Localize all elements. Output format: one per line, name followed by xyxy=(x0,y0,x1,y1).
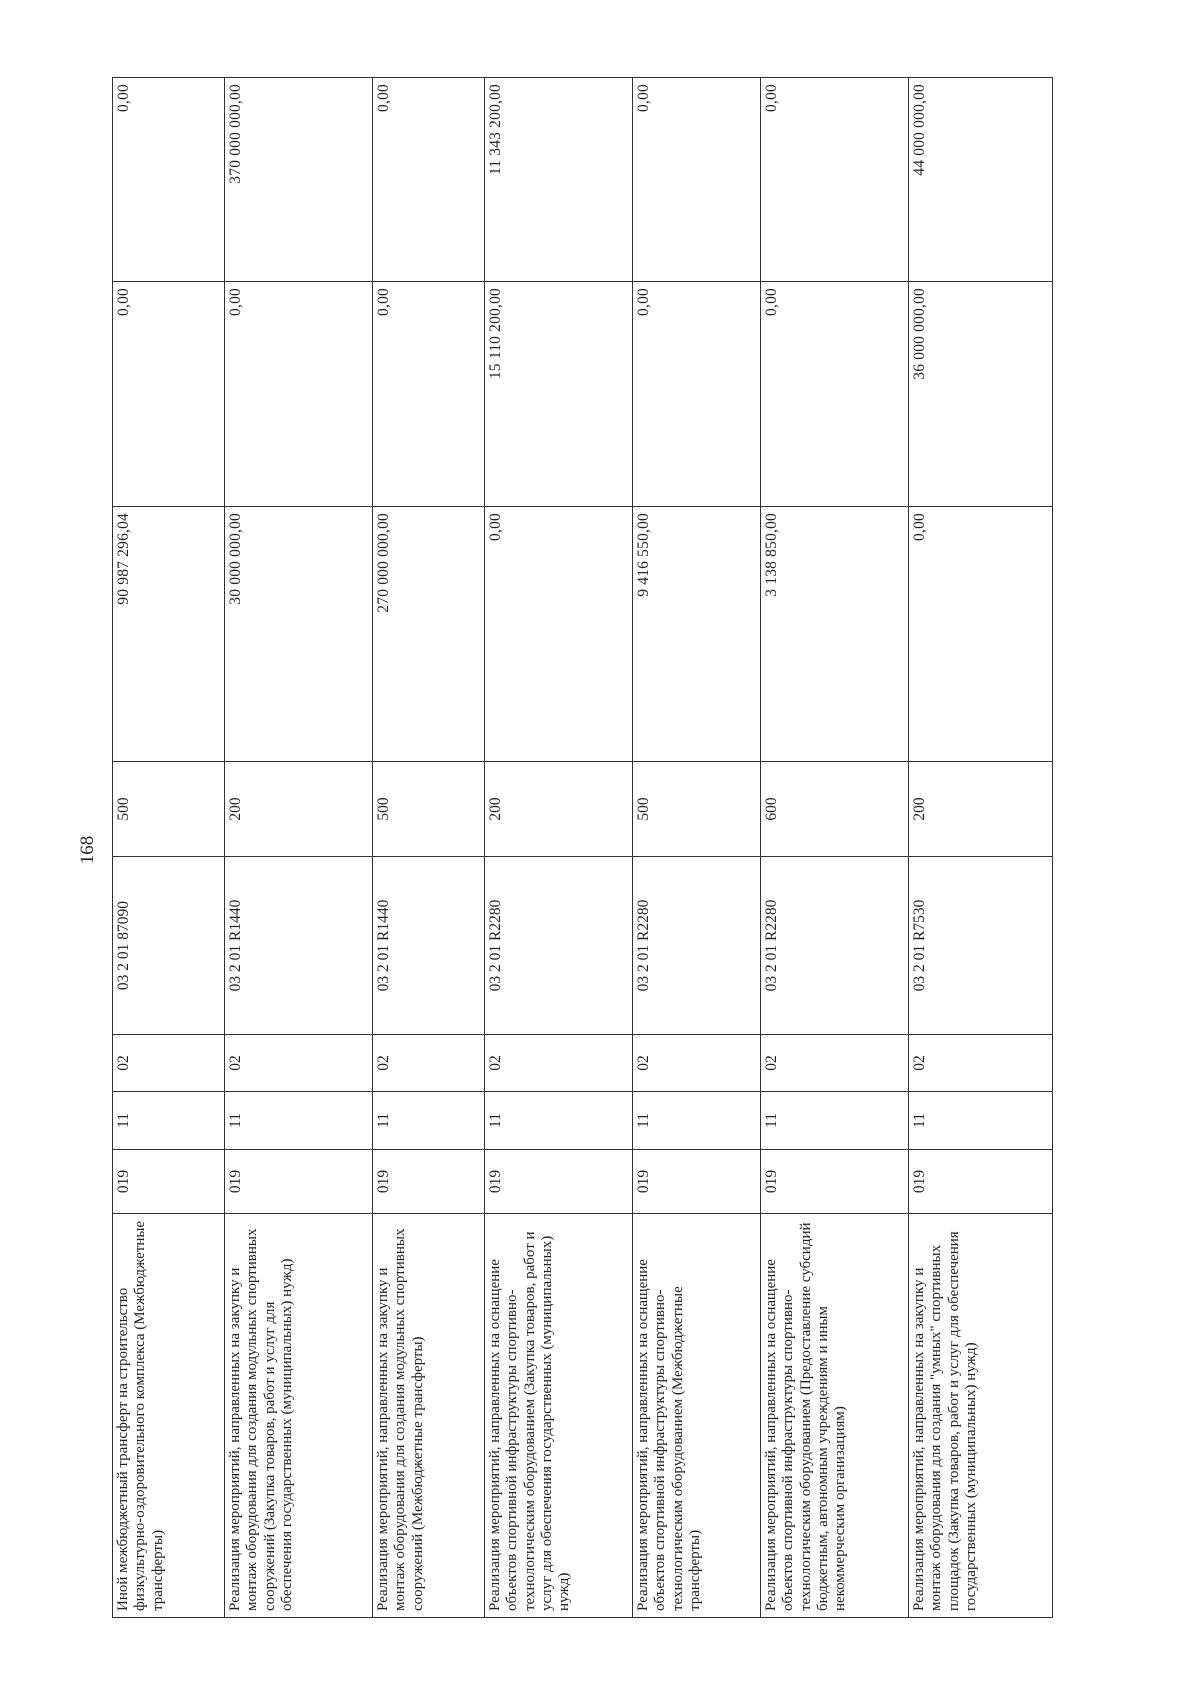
amount-year2-cell: 0,00 xyxy=(113,282,225,507)
expense-type-cell: 600 xyxy=(761,762,909,857)
amount-year3-cell: 370 000 000,00 xyxy=(225,78,373,282)
subsection-code-cell: 02 xyxy=(373,1035,485,1092)
rotated-table-inner xyxy=(112,78,1052,1618)
target-article-cell: 03 2 01 R1440 xyxy=(373,857,485,1035)
target-article-cell: 03 2 01 87090 xyxy=(113,857,225,1035)
target-article-cell: 03 2 01 R2280 xyxy=(485,857,633,1035)
amount-year1-cell: 9 416 550,00 xyxy=(633,507,761,762)
amount-year3-cell: 0,00 xyxy=(761,78,909,282)
table-row xyxy=(633,78,761,1618)
table-row xyxy=(485,78,633,1618)
table-row xyxy=(113,78,225,1618)
expense-type-cell: 200 xyxy=(909,762,1053,857)
section-code-cell: 11 xyxy=(225,1092,373,1150)
grbs-code-cell: 019 xyxy=(373,1150,485,1214)
subsection-code-cell: 02 xyxy=(909,1035,1053,1092)
page-number: 168 xyxy=(77,835,98,865)
table-row xyxy=(225,78,373,1618)
amount-year2-cell: 15 110 200,00 xyxy=(485,282,633,507)
amount-year1-cell: 3 138 850,00 xyxy=(761,507,909,762)
section-code-cell: 11 xyxy=(761,1092,909,1150)
section-code-cell: 11 xyxy=(633,1092,761,1150)
rotated-table-frame xyxy=(112,78,1052,1618)
section-code-cell: 11 xyxy=(373,1092,485,1150)
grbs-code-cell: 019 xyxy=(761,1150,909,1214)
subsection-code-cell: 02 xyxy=(761,1035,909,1092)
row-name-cell: Реализация мероприятий, направленных на закупку и монтаж оборудования для создания модульных спортивных сооружений (Закупка товаров, работ и услуг для обеспечения государственных (муниципальных) нужд) xyxy=(225,1214,373,1618)
subsection-code-cell: 02 xyxy=(113,1035,225,1092)
table-row xyxy=(373,78,485,1618)
amount-year3-cell: 0,00 xyxy=(373,78,485,282)
row-name-cell: Реализация мероприятий, направленных на оснащение объектов спортивной инфраструктуры спортивно-технологическим оборудованием (Предоставление субсидий бюджетным, автономным учреждениям и иным некоммерческим организациям) xyxy=(761,1214,909,1618)
amount-year1-cell: 90 987 296,04 xyxy=(113,507,225,762)
target-article-cell: 03 2 01 R2280 xyxy=(633,857,761,1035)
expense-type-cell: 500 xyxy=(373,762,485,857)
section-code-cell: 11 xyxy=(485,1092,633,1150)
amount-year2-cell: 0,00 xyxy=(761,282,909,507)
amount-year3-cell: 0,00 xyxy=(113,78,225,282)
row-name-cell: Иной межбюджетный трансферт на строительство физкультурно-оздоровительного комплекса (Межбюджетные трансферты) xyxy=(113,1214,225,1618)
grbs-code-cell: 019 xyxy=(225,1150,373,1214)
amount-year2-cell: 0,00 xyxy=(633,282,761,507)
subsection-code-cell: 02 xyxy=(225,1035,373,1092)
target-article-cell: 03 2 01 R2280 xyxy=(761,857,909,1035)
section-code-cell: 11 xyxy=(909,1092,1053,1150)
row-name-cell: Реализация мероприятий, направленных на закупку и монтаж оборудования для создания "умных" спортивных площадок (Закупка товаров, работ и услуг для обеспечения государственных (муниципальных) нужд) xyxy=(909,1214,1053,1618)
section-code-cell: 11 xyxy=(113,1092,225,1150)
amount-year2-cell: 36 000 000,00 xyxy=(909,282,1053,507)
amount-year1-cell: 270 000 000,00 xyxy=(373,507,485,762)
amount-year1-cell: 30 000 000,00 xyxy=(225,507,373,762)
grbs-code-cell: 019 xyxy=(485,1150,633,1214)
grbs-code-cell: 019 xyxy=(633,1150,761,1214)
expense-type-cell: 500 xyxy=(633,762,761,857)
expense-type-cell: 200 xyxy=(485,762,633,857)
target-article-cell: 03 2 01 R1440 xyxy=(225,857,373,1035)
expense-type-cell: 200 xyxy=(225,762,373,857)
subsection-code-cell: 02 xyxy=(633,1035,761,1092)
amount-year3-cell: 0,00 xyxy=(633,78,761,282)
amount-year2-cell: 0,00 xyxy=(225,282,373,507)
amount-year3-cell: 44 000 000,00 xyxy=(909,78,1053,282)
subsection-code-cell: 02 xyxy=(485,1035,633,1092)
grbs-code-cell: 019 xyxy=(113,1150,225,1214)
table-row xyxy=(761,78,909,1618)
amount-year3-cell: 11 343 200,00 xyxy=(485,78,633,282)
table-row xyxy=(909,78,1053,1618)
amount-year2-cell: 0,00 xyxy=(373,282,485,507)
target-article-cell: 03 2 01 R7530 xyxy=(909,857,1053,1035)
budget-table xyxy=(112,77,1053,1618)
amount-year1-cell: 0,00 xyxy=(485,507,633,762)
grbs-code-cell: 019 xyxy=(909,1150,1053,1214)
row-name-cell: Реализация мероприятий, направленных на оснащение объектов спортивной инфраструктуры спортивно-технологическим оборудованием (Закупка товаров, работ и услуг для обеспечения государственных (муниципальных) нужд) xyxy=(485,1214,633,1618)
row-name-cell: Реализация мероприятий, направленных на закупку и монтаж оборудования для создания модульных спортивных сооружений (Межбюджетные трансферты) xyxy=(373,1214,485,1618)
amount-year1-cell: 0,00 xyxy=(909,507,1053,762)
row-name-cell: Реализация мероприятий, направленных на оснащение объектов спортивной инфраструктуры спортивно-технологическим оборудованием (Межбюджетные трансферты) xyxy=(633,1214,761,1618)
expense-type-cell: 500 xyxy=(113,762,225,857)
